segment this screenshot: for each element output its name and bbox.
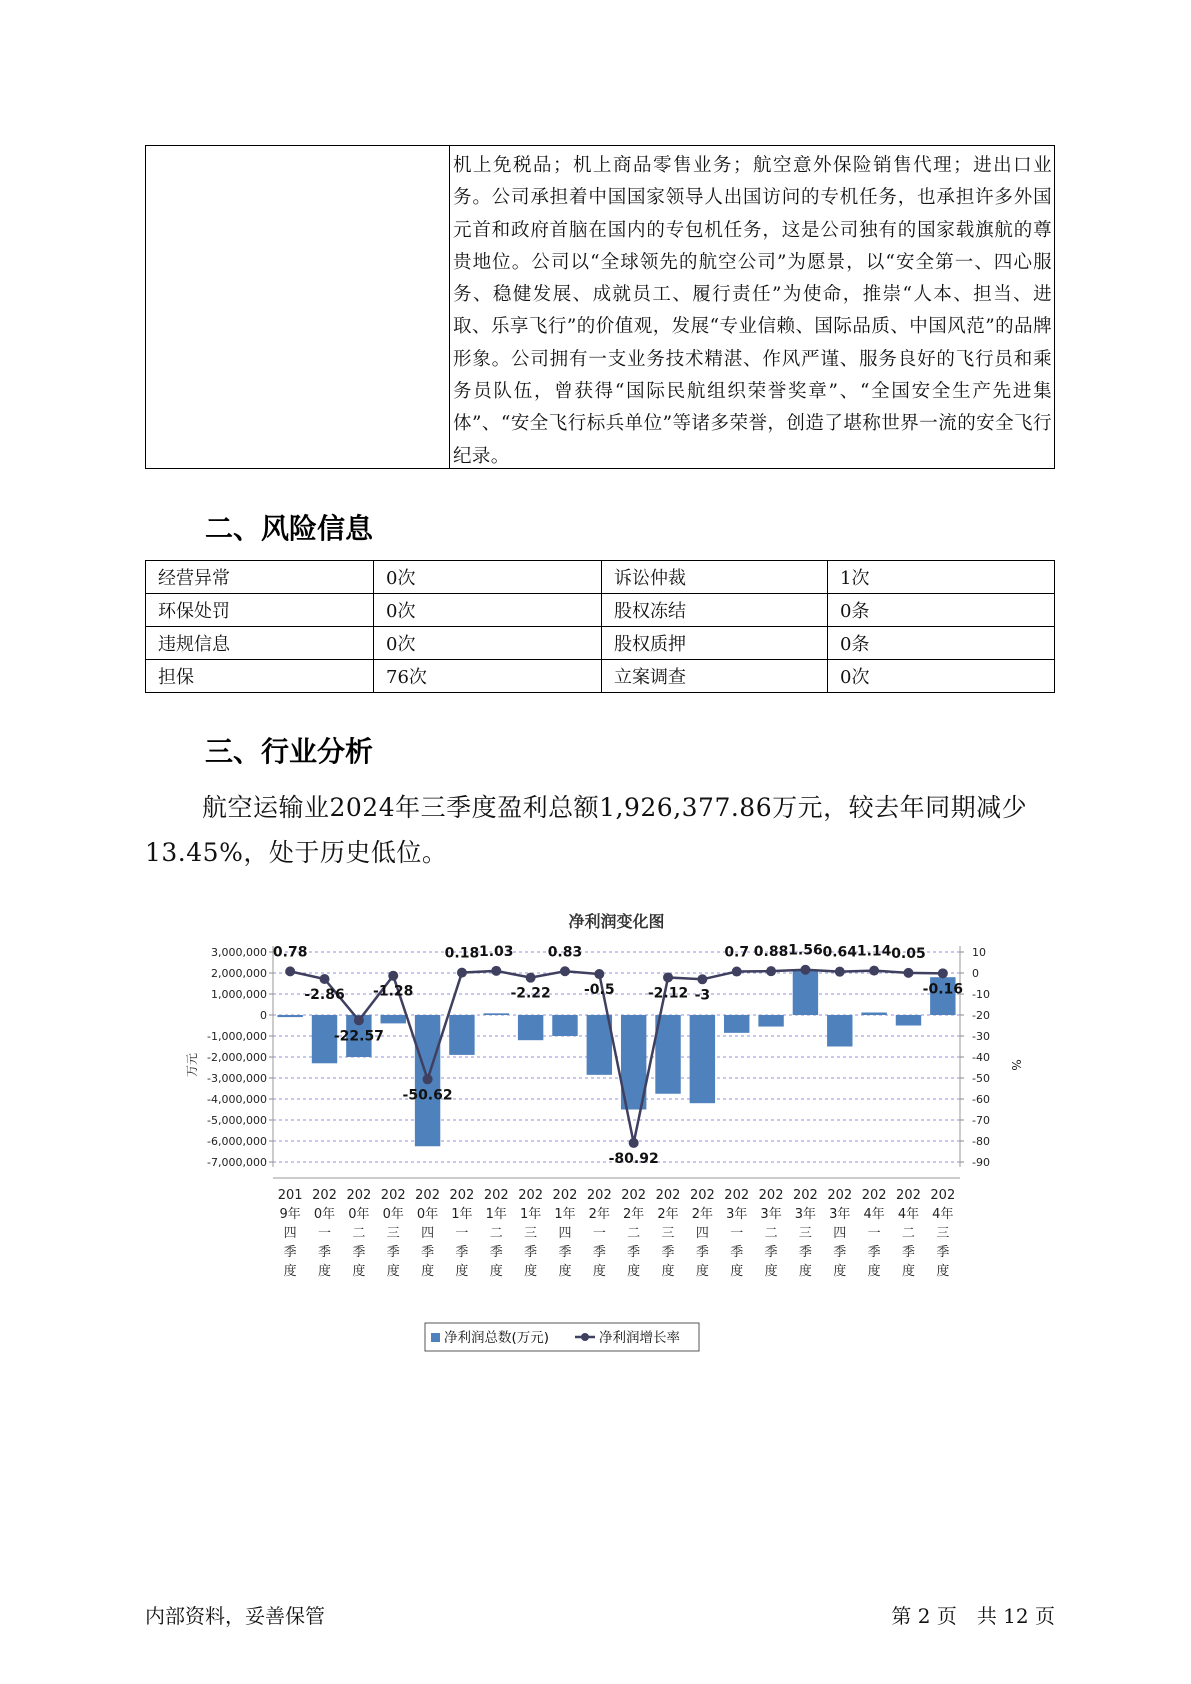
x-tick-label: 季 [764, 1245, 778, 1260]
bar [381, 1015, 406, 1023]
risk-label: 违规信息 [146, 627, 374, 660]
bar [896, 1015, 921, 1026]
x-tick-label: 202 [724, 1188, 750, 1203]
growth-point [457, 968, 467, 978]
bar [690, 1015, 715, 1103]
growth-point [491, 966, 501, 976]
growth-data-label: 0.7 [724, 944, 750, 961]
x-tick-label: 四 [833, 1226, 847, 1241]
x-tick-label: 二 [764, 1226, 778, 1241]
growth-point [766, 966, 776, 976]
risk-value: 1次 [828, 561, 1055, 594]
growth-data-label: -1.28 [373, 983, 414, 1000]
x-tick-label: 202 [930, 1188, 956, 1203]
growth-point [869, 966, 879, 976]
x-tick-label: 3年 [829, 1207, 851, 1222]
x-tick-label: 一 [455, 1226, 469, 1241]
x-tick-label: 季 [730, 1245, 744, 1260]
y2-tick-label: -80 [972, 1135, 990, 1148]
y-tick-label: -6,000,000 [207, 1135, 267, 1148]
x-tick-label: 季 [318, 1245, 332, 1260]
x-tick-label: 201 [277, 1188, 303, 1203]
x-tick-label: 季 [867, 1245, 881, 1260]
x-tick-label: 度 [318, 1264, 332, 1279]
x-tick-label: 季 [386, 1245, 400, 1260]
y2-tick-label: -60 [972, 1093, 990, 1106]
chart-svg [180, 905, 1030, 1365]
chart-title: 净利润变化图 [568, 912, 665, 931]
risk-value: 0条 [828, 627, 1055, 660]
growth-point [594, 969, 604, 979]
y2-tick-label: -50 [972, 1072, 990, 1085]
x-tick-label: 0年 [416, 1207, 439, 1222]
risk-table [145, 560, 1055, 693]
x-tick-label: 一 [867, 1226, 881, 1241]
x-tick-label: 季 [901, 1245, 915, 1260]
y2-tick-label: 0 [972, 967, 979, 980]
x-tick-label: 1年 [554, 1207, 576, 1222]
growth-data-label: -2.86 [304, 987, 345, 1004]
x-tick-label: 度 [489, 1264, 503, 1279]
x-tick-label: 度 [558, 1264, 572, 1279]
x-tick-label: 202 [793, 1188, 818, 1203]
y-tick-label: 2,000,000 [211, 967, 267, 980]
x-tick-label: 季 [661, 1245, 675, 1260]
x-tick-label: 0年 [313, 1207, 336, 1222]
y2-tick-label: -90 [972, 1156, 990, 1169]
growth-point [354, 1015, 364, 1025]
growth-data-label: 1.03 [479, 943, 514, 960]
x-tick-label: 202 [586, 1188, 612, 1203]
risk-row [146, 627, 1055, 660]
growth-data-label: 0.88 [753, 944, 789, 961]
industry-section-title: 三、行业分析 [205, 735, 374, 768]
industry-paragraph: 航空运输业2024年三季度盈利总额1,926,377.86万元，较去年同期减少13.45%，处于历史低位。 [145, 793, 1028, 867]
x-tick-label: 202 [896, 1188, 921, 1203]
x-tick-label: 2年 [588, 1207, 610, 1222]
x-tick-label: 202 [655, 1188, 681, 1203]
x-tick-label: 度 [730, 1264, 744, 1279]
growth-point [800, 965, 810, 975]
x-tick-label: 202 [346, 1188, 372, 1203]
x-tick-label: 季 [421, 1245, 435, 1260]
growth-point [938, 968, 948, 978]
x-tick-label: 季 [627, 1245, 641, 1260]
bar [793, 971, 818, 1015]
x-tick-label: 2年 [657, 1207, 679, 1222]
x-tick-label: 一 [318, 1226, 332, 1241]
x-tick-label: 四 [421, 1226, 435, 1241]
growth-data-label: -0.5 [584, 982, 615, 999]
x-tick-label: 1年 [485, 1207, 507, 1222]
risk-value: 0次 [374, 627, 602, 660]
growth-point [697, 974, 707, 984]
net-profit-chart [180, 905, 1030, 1365]
x-tick-label: 202 [861, 1188, 887, 1203]
growth-point [526, 973, 536, 983]
growth-point [835, 967, 845, 977]
x-tick-label: 202 [483, 1188, 509, 1203]
x-tick-label: 一 [592, 1226, 606, 1241]
x-tick-label: 季 [936, 1245, 950, 1260]
growth-data-label: -50.62 [402, 1087, 453, 1104]
growth-point [320, 974, 330, 984]
x-tick-label: 季 [558, 1245, 572, 1260]
growth-data-label: -3 [694, 987, 711, 1004]
x-tick-label: 二 [627, 1226, 641, 1241]
risk-label: 环保处罚 [146, 594, 374, 627]
growth-point [629, 1138, 639, 1148]
bar [518, 1015, 543, 1040]
x-tick-label: 季 [352, 1245, 366, 1260]
y-tick-label: -4,000,000 [207, 1093, 267, 1106]
legend-line-marker [581, 1333, 589, 1341]
x-tick-label: 季 [592, 1245, 606, 1260]
x-tick-label: 季 [833, 1245, 847, 1260]
risk-value: 76次 [374, 660, 602, 693]
x-tick-label: 三 [661, 1226, 675, 1241]
x-tick-label: 0年 [348, 1207, 370, 1222]
risk-label: 担保 [146, 660, 374, 693]
x-tick-label: 三 [524, 1226, 538, 1241]
x-tick-label: 202 [758, 1188, 784, 1203]
bar [861, 1012, 886, 1015]
growth-point [663, 972, 673, 982]
risk-label: 诉讼仲裁 [602, 561, 828, 594]
growth-data-label: -2.12 [647, 985, 689, 1002]
y-tick-label: -2,000,000 [207, 1051, 267, 1064]
x-tick-label: 季 [798, 1245, 812, 1260]
risk-section-title: 二、风险信息 [205, 512, 374, 545]
x-tick-label: 3年 [760, 1207, 782, 1222]
bar [277, 1015, 302, 1017]
bar [758, 1015, 783, 1027]
growth-data-label: 1.14 [856, 943, 892, 960]
y2-tick-label: -70 [972, 1114, 990, 1127]
x-tick-label: 度 [936, 1264, 950, 1279]
risk-label: 经营异常 [146, 561, 374, 594]
y-tick-label: -3,000,000 [207, 1072, 267, 1085]
bar [449, 1015, 474, 1055]
y2-tick-label: -30 [972, 1030, 990, 1043]
x-tick-label: 度 [592, 1264, 606, 1279]
x-tick-label: 度 [764, 1264, 778, 1279]
x-tick-label: 202 [312, 1188, 337, 1203]
y-tick-label: 1,000,000 [211, 988, 267, 1001]
risk-row [146, 660, 1055, 693]
x-tick-label: 二 [489, 1226, 503, 1241]
x-tick-label: 202 [415, 1188, 440, 1203]
x-tick-label: 季 [455, 1245, 469, 1260]
x-tick-label: 202 [449, 1188, 475, 1203]
bar [552, 1015, 577, 1036]
x-tick-label: 2年 [623, 1207, 645, 1222]
x-tick-label: 2年 [691, 1207, 714, 1222]
x-tick-label: 度 [455, 1264, 469, 1279]
risk-value: 0次 [374, 561, 602, 594]
y2-tick-label: -10 [972, 988, 990, 1001]
growth-point [388, 971, 398, 981]
x-tick-label: 度 [798, 1264, 812, 1279]
x-tick-label: 度 [421, 1264, 435, 1279]
x-tick-label: 3年 [794, 1207, 817, 1222]
y2-tick-label: 10 [972, 946, 986, 959]
risk-label: 立案调查 [602, 660, 828, 693]
x-tick-label: 四 [695, 1226, 709, 1241]
risk-row [146, 561, 1055, 594]
x-tick-label: 度 [627, 1264, 641, 1279]
risk-value: 0次 [828, 660, 1055, 693]
y-tick-label: -7,000,000 [207, 1156, 267, 1169]
bar [724, 1015, 749, 1033]
x-tick-label: 一 [730, 1226, 744, 1241]
bar [484, 1013, 509, 1015]
x-tick-label: 度 [901, 1264, 915, 1279]
legend-bar-label: 净利润总数(万元) [444, 1330, 550, 1346]
legend-bar-swatch [431, 1333, 440, 1342]
x-tick-label: 202 [827, 1188, 853, 1203]
x-tick-label: 季 [489, 1245, 503, 1260]
x-tick-label: 202 [380, 1188, 406, 1203]
y-tick-label: 0 [260, 1009, 267, 1022]
growth-data-label: -2.22 [510, 985, 551, 1002]
growth-data-label: -0.16 [922, 981, 964, 998]
x-tick-label: 4年 [932, 1207, 954, 1222]
x-tick-label: 度 [283, 1264, 297, 1279]
growth-data-label: -22.57 [333, 1028, 384, 1045]
x-tick-label: 季 [695, 1245, 709, 1260]
x-tick-label: 度 [833, 1264, 847, 1279]
growth-data-label: 0.64 [822, 944, 858, 961]
x-tick-label: 202 [518, 1188, 544, 1203]
risk-row [146, 594, 1055, 627]
x-tick-label: 季 [524, 1245, 538, 1260]
x-tick-label: 1年 [519, 1207, 542, 1222]
x-tick-label: 三 [798, 1226, 812, 1241]
x-tick-label: 3年 [726, 1207, 748, 1222]
growth-data-label: 0.05 [891, 945, 926, 962]
footer-page-number: 第 2 页 共 12 页 [891, 1604, 1055, 1628]
y-axis-label: 万元 [185, 1052, 199, 1078]
risk-value: 0条 [828, 594, 1055, 627]
x-tick-label: 202 [552, 1188, 578, 1203]
legend-line-label: 净利润增长率 [599, 1330, 680, 1346]
x-tick-label: 度 [524, 1264, 538, 1279]
x-tick-label: 度 [867, 1264, 881, 1279]
growth-data-label: 0.78 [272, 944, 308, 961]
x-tick-label: 四 [283, 1226, 297, 1241]
x-tick-label: 度 [695, 1264, 709, 1279]
x-tick-label: 202 [621, 1188, 647, 1203]
x-tick-label: 三 [936, 1226, 950, 1241]
growth-data-label: 1.56 [788, 942, 823, 959]
growth-point [732, 967, 742, 977]
risk-label: 股权质押 [602, 627, 828, 660]
growth-data-label: 0.18 [444, 945, 480, 962]
x-tick-label: 4年 [897, 1207, 920, 1222]
bar [827, 1015, 852, 1047]
x-tick-label: 四 [558, 1226, 572, 1241]
x-tick-label: 0年 [382, 1207, 404, 1222]
x-tick-label: 度 [661, 1264, 675, 1279]
growth-data-label: -80.92 [608, 1150, 659, 1167]
y-tick-label: 3,000,000 [211, 946, 267, 959]
x-tick-label: 1年 [451, 1207, 473, 1222]
footer-confidential: 内部资料，妥善保管 [145, 1604, 325, 1628]
y2-axis-label: % [1009, 1059, 1023, 1071]
growth-point [285, 966, 295, 976]
growth-data-label: 0.83 [547, 944, 583, 961]
x-tick-label: 二 [901, 1226, 915, 1241]
x-tick-label: 二 [352, 1226, 366, 1241]
x-tick-label: 三 [386, 1226, 400, 1241]
x-tick-label: 度 [352, 1264, 366, 1279]
y2-tick-label: -20 [972, 1009, 990, 1022]
x-tick-label: 度 [386, 1264, 400, 1279]
growth-point [560, 966, 570, 976]
intro-label-cell [146, 146, 450, 468]
y-tick-label: -5,000,000 [207, 1114, 267, 1127]
company-intro-table [145, 145, 1055, 469]
x-tick-label: 季 [283, 1245, 297, 1260]
risk-value: 0次 [374, 594, 602, 627]
x-tick-label: 9年 [279, 1207, 301, 1222]
x-tick-label: 202 [689, 1188, 715, 1203]
growth-point [423, 1074, 433, 1084]
growth-point [903, 968, 913, 978]
risk-label: 股权冻结 [602, 594, 828, 627]
y-tick-label: -1,000,000 [207, 1030, 267, 1043]
bar [655, 1015, 680, 1094]
y2-tick-label: -40 [972, 1051, 990, 1064]
x-tick-label: 4年 [863, 1207, 885, 1222]
intro-text: 机上免税品；机上商品零售业务；航空意外保险销售代理；进出口业务。公司承担着中国国家领导人出国访问的专机任务，也承担许多外国元首和政府首脑在国内的专包机任务，这是公司独有的国家载旗航的尊贵地位。公司以“全球领先的航空公司”为愿景，以“安全第一、四心服务、稳健发展、成就员工、履行责任”为使命，推崇“人本、担当、进取、乐享飞行”的价值观，发展“专业信赖、国际品质、中国风范”的品牌形象。公司拥有一支业务技术精湛、作风严谨、服务良好的飞行员和乘务员队伍，曾获得“国际民航组织荣誉奖章”、“全国安全生产先进集体”、“安全飞行标兵单位”等诸多荣誉，创造了堪称世界一流的安全飞行纪录。 [453, 155, 1052, 467]
